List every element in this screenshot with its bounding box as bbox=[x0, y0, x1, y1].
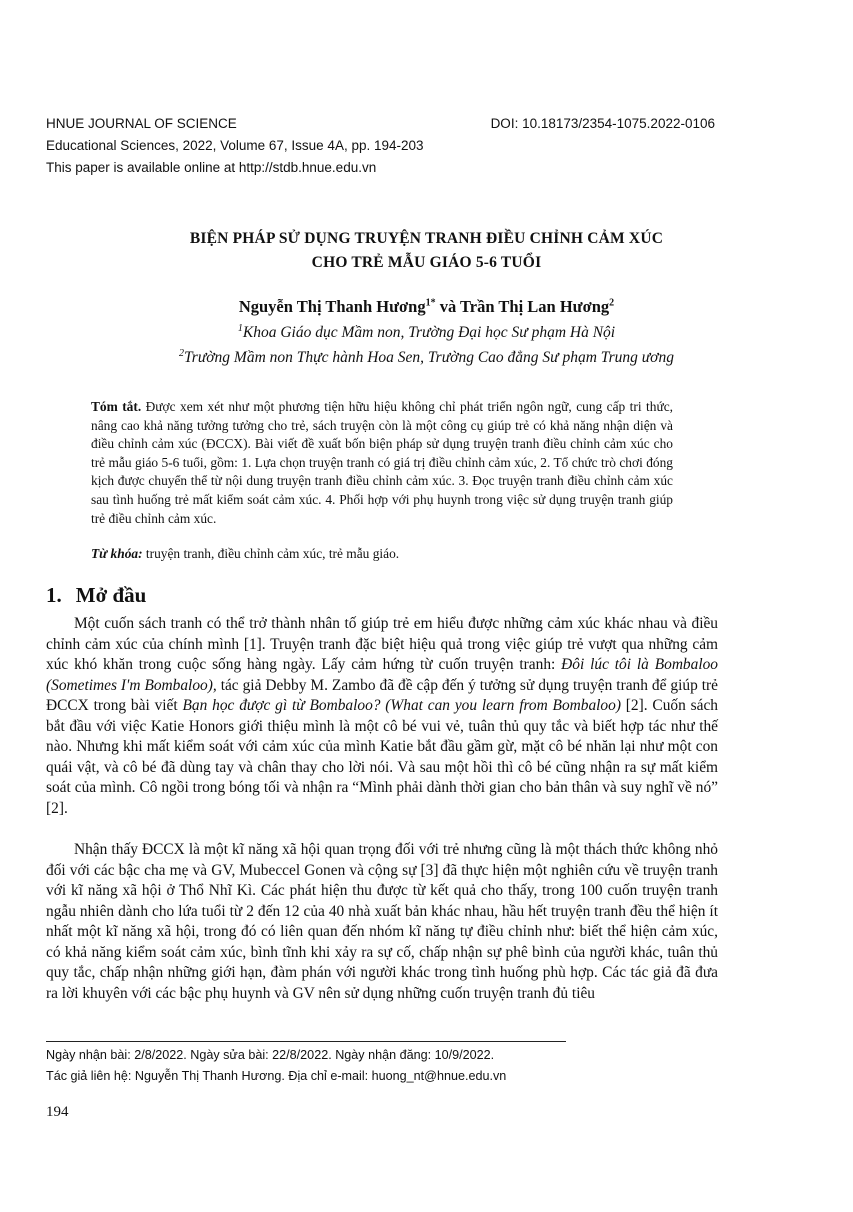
doi: DOI: 10.18173/2354-1075.2022-0106 bbox=[490, 116, 715, 131]
abstract-label: Tóm tắt. bbox=[91, 399, 142, 414]
section-title: Mở đầu bbox=[75, 583, 147, 607]
section-heading bbox=[46, 583, 146, 608]
paragraph-2 bbox=[46, 840, 718, 1004]
journal-name: HNUE JOURNAL OF SCIENCE bbox=[46, 116, 237, 131]
page-number: 194 bbox=[46, 1104, 69, 1120]
paper-title-line-2: CHO TRẺ MẪU GIÁO 5-6 TUỔI bbox=[311, 254, 542, 271]
author-1: Nguyễn Thị Thanh Hương bbox=[238, 297, 426, 316]
author-1-sup: 1* bbox=[425, 297, 436, 309]
availability-note: This paper is available online at http://stdb.hnue.edu.vn bbox=[46, 160, 377, 175]
keywords-label: Từ khóa: bbox=[91, 546, 143, 561]
footnote-contact: Tác giả liên hệ: Nguyễn Thị Thanh Hương. Địa chỉ e-mail: huong_nt@hnue.edu.vn bbox=[46, 1069, 507, 1083]
volume-info: Educational Sciences, 2022, Volume 67, Issue 4A, pp. 194-203 bbox=[46, 138, 424, 153]
authors bbox=[0, 297, 853, 317]
author-2-sup: 2 bbox=[609, 297, 615, 309]
author-2: Trần Thị Lan Hương bbox=[460, 297, 610, 316]
affiliation-1 bbox=[0, 324, 853, 342]
abstract bbox=[91, 398, 673, 528]
footnote-dates: Ngày nhận bài: 2/8/2022. Ngày sửa bài: 22/8/2022. Ngày nhận đăng: 10/9/2022. bbox=[46, 1048, 495, 1062]
abstract-text: Được xem xét như một phương tiện hữu hiệu không chỉ phát triển ngôn ngữ, cung cấp tri thức, nâng cao khả năng tưởng tưởng cho trẻ, sách truyện còn là một công cụ giúp trẻ có khả năng nhận diện và điều chỉnh cảm xúc (ĐCCX). Bài viết đề xuất bốn biện pháp sử dụng truyện tranh điều chỉnh cảm xúc cho trẻ mẫu giáo 5-6 tuổi, gồm: 1. Lựa chọn truyện tranh có giá trị điều chỉnh cảm xúc, 2. Tổ chức trò chơi đóng kịch được chuyển thể từ nội dung truyện tranh điều chỉnh cảm xúc. 3. Đọc truyện tranh điều chỉnh cảm xúc sau tình huống trẻ mất kiểm soát cảm xúc. 4. Phối hợp với phụ huynh trong việc sử dụng truyện tranh giúp trẻ điều chỉnh cảm xúc. bbox=[91, 399, 673, 526]
keywords-text: truyện tranh, điều chỉnh cảm xúc, trẻ mẫu giáo. bbox=[142, 546, 400, 561]
paper-title-line-1: BIỆN PHÁP SỬ DỤNG TRUYỆN TRANH ĐIỀU CHỈNH CẢM XÚC bbox=[189, 230, 664, 247]
book-title-italic: Đôi lúc tôi là Bombaloo (Sometimes I'm Bombaloo), bbox=[46, 656, 718, 694]
keywords bbox=[91, 546, 691, 562]
affiliation-2 bbox=[0, 349, 853, 367]
paragraph-2-text: Nhận thấy ĐCCX là một kĩ năng xã hội quan trọng đối với trẻ nhưng cũng là một thách thức không nhỏ đối với các bậc cha mẹ và GV, Mubeccel Gonen và cộng sự [3] đã thực hiện một nghiên cứu về truyện tranh với kĩ năng xã hội ở Thổ Nhĩ Kì. Các phát hiện thu được từ kết quả cho thấy, trong 100 cuốn truyện tranh ngẫu nhiên dành cho lứa tuổi từ 2 đến 12 của 40 nhà xuất bản khác nhau, hầu hết truyện tranh đều thể hiện ít nhất một kĩ năng xã hội, trong đó có liên quan đến nhóm kĩ năng tự điều chỉnh như: biết thể hiện cảm xúc, có khả năng kiểm soát cảm xúc, bình tĩnh khi xảy ra sự cố, chấp nhận sự phê bình của người khác, tuân thủ quy tắc, chấp nhận những giới hạn, đàm phán với người khác trong tình huống phù hợp. Các tác giả đã đưa ra lời khuyên với các bậc phụ huynh và GV nên sử dụng những cuốn truyện tranh đủ tiêu bbox=[46, 841, 718, 1002]
paragraph-1 bbox=[46, 614, 718, 819]
section-number: 1. bbox=[46, 583, 62, 607]
article-title-italic: Bạn học được gì từ Bombaloo? (What can you learn from Bombaloo) bbox=[182, 697, 621, 715]
affiliation-2-sup: 2 bbox=[179, 347, 185, 359]
affiliation-2-text: Trường Mầm non Thực hành Hoa Sen, Trường Cao đẳng Sư phạm Trung ương bbox=[184, 349, 674, 366]
author-conj: và bbox=[435, 297, 461, 316]
paragraph-1-text-a: Một cuốn sách tranh có thể trở thành nhân tố giúp trẻ em hiểu được những cảm xúc khác nhau và điều chỉnh cảm xúc của chính mình [1]. Truyện tranh đặc biệt hiệu quả trong việc giúp trẻ vượt qua những cảm xúc khó khăn trong cuộc sống hàng ngày. Lấy cảm hứng từ cuốn truyện tranh: bbox=[46, 615, 718, 674]
affiliation-1-sup: 1 bbox=[237, 322, 243, 334]
footnote-rule bbox=[46, 1041, 566, 1042]
paragraph-1-text-e: [2]. Cuốn sách bắt đầu với việc Katie Honors giới thiệu mình là một cô bé vui vẻ, tuân thủ quy tắc và biết hợp tác như thế nào. Nhưng khi mất kiểm soát với cảm xúc của mình Katie bắt đầu gầm gừ, mặt cô bé nhăn lại như một con quái vật, và cô bé đã dùng tay và chân thay cho lời nói. Và sau một hồi thì cô bé cũng nhận ra sự mất kiểm soát của mình. Cô ngồi trong bóng tối và nhận ra “Mình phải dành thời gian cho bản thân và suy nghĩ về nó” [2]. bbox=[46, 697, 718, 817]
paragraph-1-text-c: tác giả Debby M. Zambo đã đề cập đến ý tưởng sử dụng truyện tranh để giúp trẻ ĐCCX trong bài viết bbox=[46, 676, 718, 715]
affiliation-1-text: Khoa Giáo dục Mầm non, Trường Đại học Sư phạm Hà Nội bbox=[242, 324, 616, 341]
